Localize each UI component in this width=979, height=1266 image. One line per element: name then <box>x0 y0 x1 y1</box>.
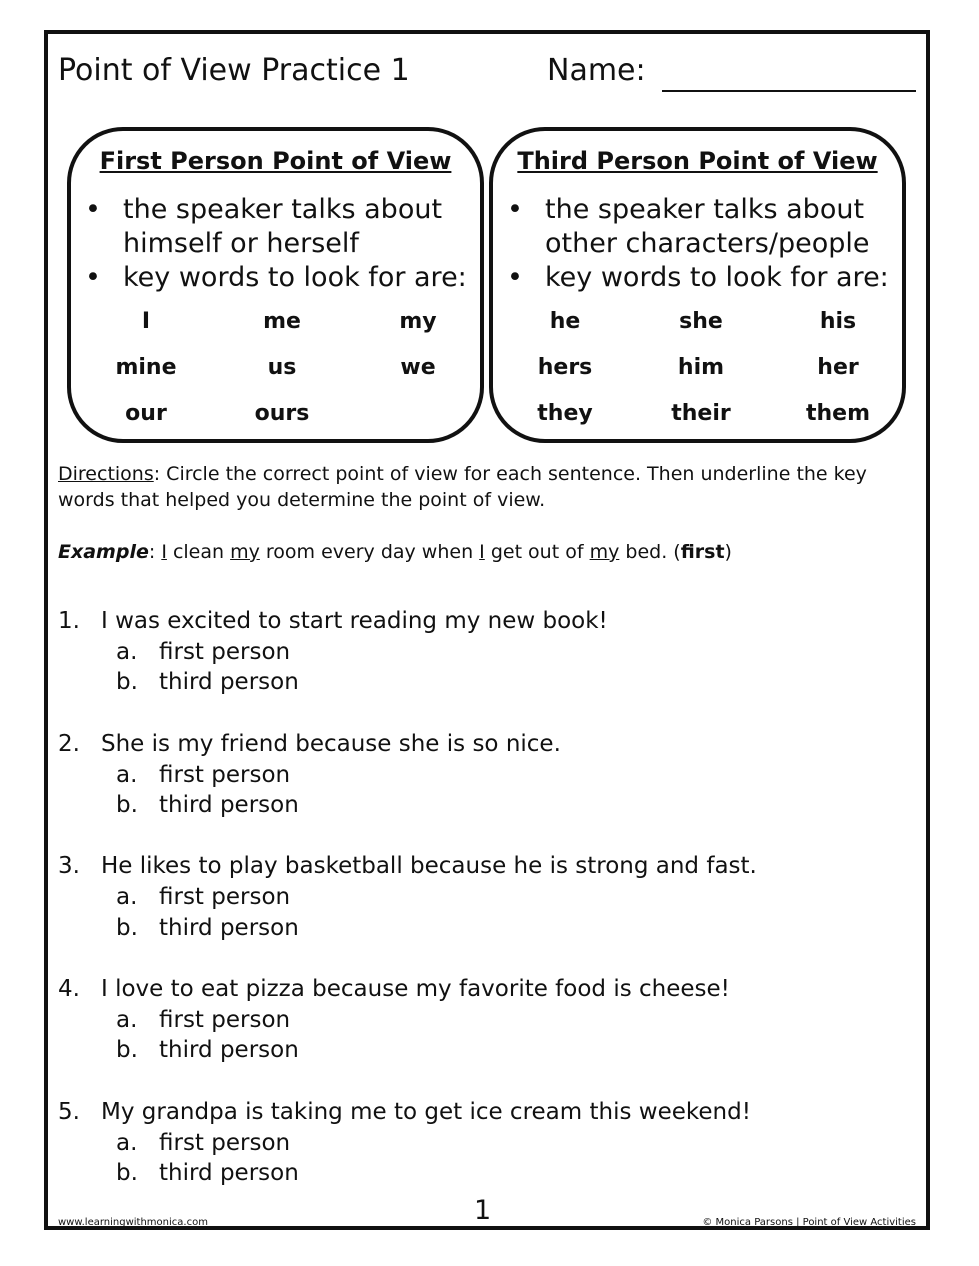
bullet-icon: • <box>507 262 523 293</box>
name-label: Name: <box>547 53 646 88</box>
keyword: their <box>671 401 731 426</box>
keyword: he <box>549 309 581 334</box>
example-label: Example <box>58 541 149 563</box>
keyword: they <box>537 401 593 426</box>
keyword: him <box>677 355 725 380</box>
page-number: 1 <box>474 1195 492 1226</box>
third-person-box: Third Person Point of View • the speaker talks about other characters/people • key words to look for are: he she his hers him her they their them <box>489 127 906 443</box>
first-person-title: First Person Point of View <box>99 147 452 175</box>
first-person-box: First Person Point of View • the speaker talks about himself or herself • key words to look for are: I me my mine us we our ours <box>67 127 484 443</box>
website-link[interactable]: www.learningwithmonica.com <box>58 1217 208 1228</box>
keyword: them <box>805 401 871 426</box>
directions <box>58 461 918 513</box>
bullet-icon: • <box>85 262 101 293</box>
keyword: our <box>125 401 167 426</box>
directions-label: Directions <box>58 463 154 485</box>
third-person-title: Third Person Point of View <box>517 147 878 175</box>
keyword: mine <box>115 355 177 380</box>
keyword: my <box>399 309 437 334</box>
keyword: his <box>819 309 857 334</box>
keyword: we <box>400 355 436 380</box>
bullet-icon: • <box>507 194 523 225</box>
keyword: she <box>679 309 723 334</box>
bullet-icon: • <box>85 194 101 225</box>
copyright-notice: © Monica Parsons | Point of View Activities <box>702 1217 916 1228</box>
directions-text: : Circle the correct point of view for each sentence. Then underline the key words that helped you determine the point of view. <box>58 463 867 511</box>
keyword: me <box>263 309 301 334</box>
keyword: us <box>267 355 297 380</box>
keyword: hers <box>537 355 593 380</box>
worksheet-title: Point of View Practice 1 <box>58 53 410 88</box>
keyword: ours <box>254 401 310 426</box>
keyword: I <box>141 309 151 334</box>
keyword: her <box>817 355 859 380</box>
name-blank-line[interactable] <box>662 90 916 92</box>
example-sentence: Example: I clean my room every day when I get out of my bed. (first) <box>58 541 732 563</box>
